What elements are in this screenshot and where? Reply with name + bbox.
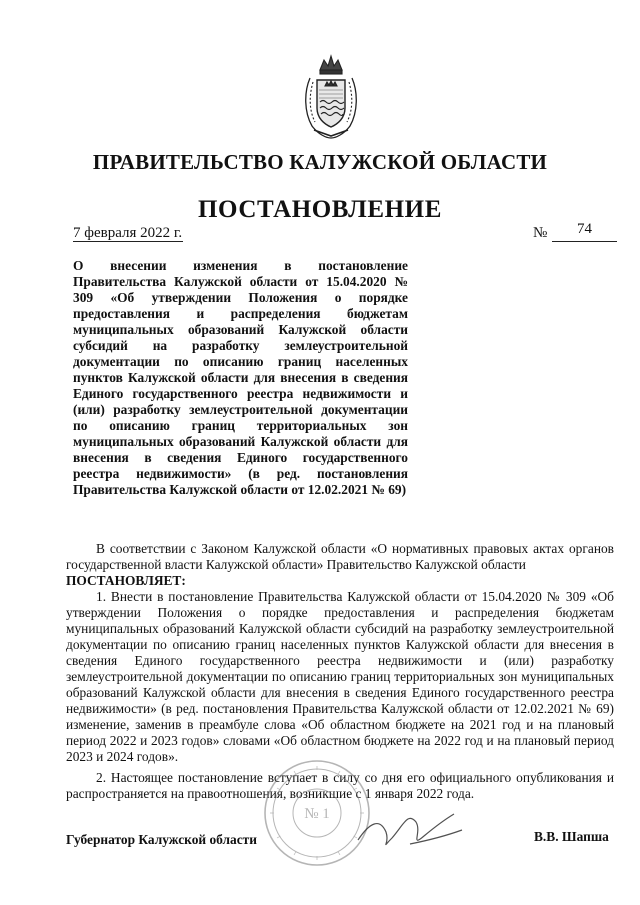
- document-subject: О внесении изменения в постановление Правительства Калужской области от 15.04.2020 № 309 «Об утверждении Положения о порядке предоставления и распределения бюджетам муниципальных образований Калужской области субсидий на разработку землеустроительной документации по описанию границ населенных пунктов Калужской области для внесения в сведения Единого государственного реестра недвижимости и (или) разработку землеустроительной документации по описанию границ территориальных зон муниципальных образований Калужской области для внесения в сведения Единого государственного реестра недвижимости» (в ред. постановления Правительства Калужской области от 12.02.2021 № 69): [73, 258, 408, 497]
- government-title: ПРАВИТЕЛЬСТВО КАЛУЖСКОЙ ОБЛАСТИ: [92, 150, 548, 174]
- date-underline: [73, 241, 183, 242]
- document-type-title: ПОСТАНОВЛЕНИЕ: [197, 196, 443, 223]
- item-2-paragraph: 2. Настоящее постановление вступает в силу со дня его официального опубликования и распространяется на правоотношения, возникшие с 1 января 2022 года.: [66, 770, 614, 801]
- document-number: 74: [577, 221, 592, 237]
- number-underline: [552, 241, 617, 242]
- document-date: 7 февраля 2022 г.: [73, 225, 183, 241]
- stamp-number: № 1: [304, 806, 330, 822]
- signatory-name: В.В. Шапша: [534, 829, 609, 844]
- preamble-paragraph: В соответствии с Законом Калужской области «О нормативных правовых актах органов государственной власти Калужской области» Правительство Калужской области: [66, 541, 614, 572]
- handwritten-signature: [350, 792, 470, 862]
- document-number-label: №: [533, 225, 548, 241]
- item-1-paragraph: 1. Внести в постановление Правительства Калужской области от 15.04.2020 № 309 «Об утверждении Положения о порядке предоставления и распределения бюджетам муниципальных образований Калужской области субсидий на разработку землеустроительной документации по описанию границ населенных пунктов Калужской области для внесения в сведения Единого государственного реестра недвижимости и (или) разработку землеустроительной документации по описанию границ территориальных зон муниципальных образований Калужской области для внесения в сведения Единого государственного реестра недвижимости» (в ред. постановления Правительства Калужской области от 12.02.2021 № 69) изменение, заменив в преамбуле слова «Об областном бюджете на 2021 год и на плановый период 2022 и 2023 годов» словами «Об областном бюджете на 2022 год и на плановый период 2023 и 2024 годов».: [66, 589, 614, 764]
- coat-of-arms-emblem: [300, 52, 362, 140]
- resolves-heading: ПОСТАНОВЛЯЕТ:: [66, 573, 186, 588]
- signatory-title: Губернатор Калужской области: [66, 832, 257, 847]
